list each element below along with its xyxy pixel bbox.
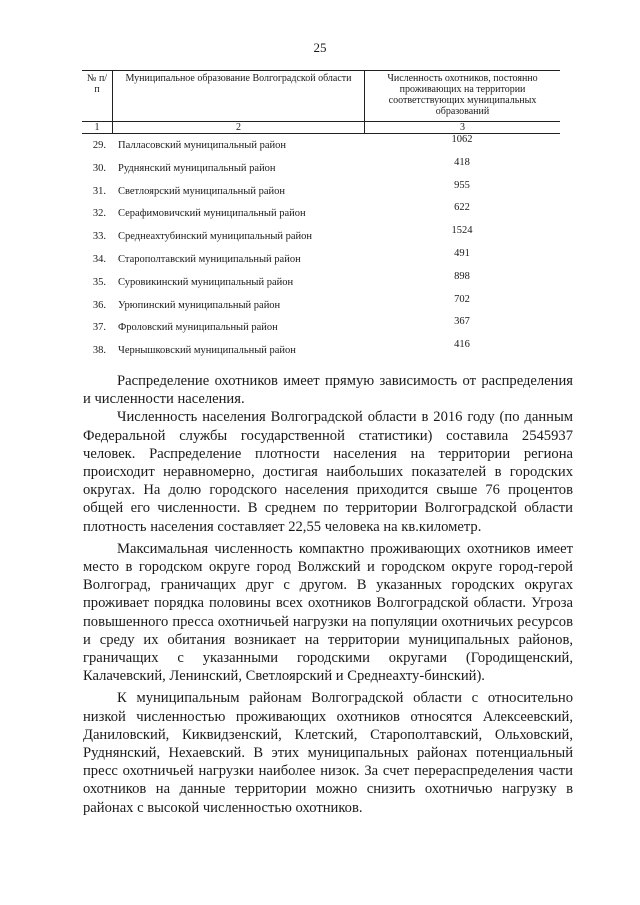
paragraph: Максимальная численность компактно проживающих охотников имеет место в городском округе город Волжский и городском округе город-герой Волгоград, граничащих друг с другом. В указанных городских округах проживает порядка половины всех охотников Волгоградской области. Угроза повышенного пресса охотничьей нагрузки на популяции охотничьих ресурсов и среду их обитания возникает на территории муниципальных районов, граничащих с указанными городскими округами (Городищенский, Калачевский, Ленинский, Светлоярский и Среднеахту-бинский). — [83, 540, 573, 685]
row-value: 1524 — [451, 225, 473, 237]
column-number: 2 — [112, 122, 364, 133]
table-body — [82, 134, 560, 362]
table-row — [82, 316, 560, 339]
table-row — [82, 271, 560, 294]
row-name: Руднянский муниципальный район — [118, 162, 276, 174]
header-count: Численность охотников, постоянно проживающих на территории соответствующих муниципальных образований — [364, 71, 560, 121]
row-value: 418 — [454, 156, 470, 168]
row-num: 29. — [92, 140, 106, 151]
row-name: Светлоярский муниципальный район — [118, 185, 285, 197]
row-num: 35. — [92, 276, 106, 288]
paragraph: К муниципальным районам Волгоградской области с относительно низкой численностью проживающих охотников относятся Алексеевский, Даниловский, Киквидзенский, Клетский, Старополтавский, Ольховский, Руднянский, Нехаевский. В этих муниципальных районах потенциальный пресс охотничьей нагрузки наиболее низок. За счет перераспределения части охотников на данные территории можно снизить охотничью нагрузку в районах с высокой численностью охотников. — [83, 690, 573, 816]
table-header — [82, 70, 560, 122]
table-row — [82, 339, 560, 362]
row-value: 367 — [454, 316, 470, 328]
row-value: 622 — [454, 202, 470, 214]
row-num: 32. — [92, 208, 106, 220]
row-name: Старополтавский муниципальный район — [118, 253, 301, 265]
table-row — [82, 134, 560, 157]
row-name: Серафимовичский муниципальный район — [118, 208, 306, 220]
paragraph: Численность населения Волгоградской области в 2016 году (по данным Федеральной службы государственной статистики) составила 2545937 человек. Распределение плотности населения на территории региона происходит неравномерно, достигая наибольших показателей в городских округах. На долю городского населения приходится свыше 76 процентов общей его численности. В среднем по территории Волгоградской области плотность населения составляет 22,55 человека на кв.километр. — [83, 409, 573, 535]
paragraph: Распределение охотников имеет прямую зависимость от распределения и численности населения. — [83, 373, 573, 408]
row-value: 416 — [454, 339, 470, 351]
column-numbers — [82, 122, 560, 134]
row-num: 30. — [92, 162, 106, 174]
row-num: 31. — [92, 185, 106, 197]
column-number: 1 — [94, 122, 100, 133]
header-name: Муниципальное образование Волгоградской области — [112, 71, 364, 121]
header-num: № п/п — [86, 73, 108, 95]
row-name: Урюпинский муниципальный район — [118, 299, 281, 311]
row-num: 37. — [92, 322, 106, 334]
table-row — [82, 294, 560, 317]
row-name: Суровикинский муниципальный район — [118, 276, 294, 288]
row-name: Среднеахтубинский муниципальный район — [118, 231, 313, 243]
table-row — [82, 180, 560, 203]
row-name: Чернышковский муниципальный район — [118, 345, 296, 357]
body-text — [83, 372, 573, 817]
row-value: 491 — [454, 247, 470, 259]
row-num: 34. — [92, 253, 106, 265]
column-number: 3 — [364, 122, 560, 133]
row-value: 702 — [454, 293, 470, 305]
row-num: 38. — [92, 345, 106, 357]
table-row — [82, 157, 560, 180]
table-row — [82, 225, 560, 248]
page-number: 25 — [313, 40, 327, 55]
row-value: 898 — [454, 270, 470, 282]
hunters-table — [82, 70, 560, 362]
table-row — [82, 248, 560, 271]
row-value: 1062 — [451, 134, 473, 145]
row-value: 955 — [454, 179, 470, 191]
row-name: Палласовский муниципальный район — [118, 140, 286, 151]
row-num: 33. — [92, 231, 106, 243]
table-row — [82, 202, 560, 225]
row-name: Фроловский муниципальный район — [118, 322, 278, 334]
row-num: 36. — [92, 299, 106, 311]
